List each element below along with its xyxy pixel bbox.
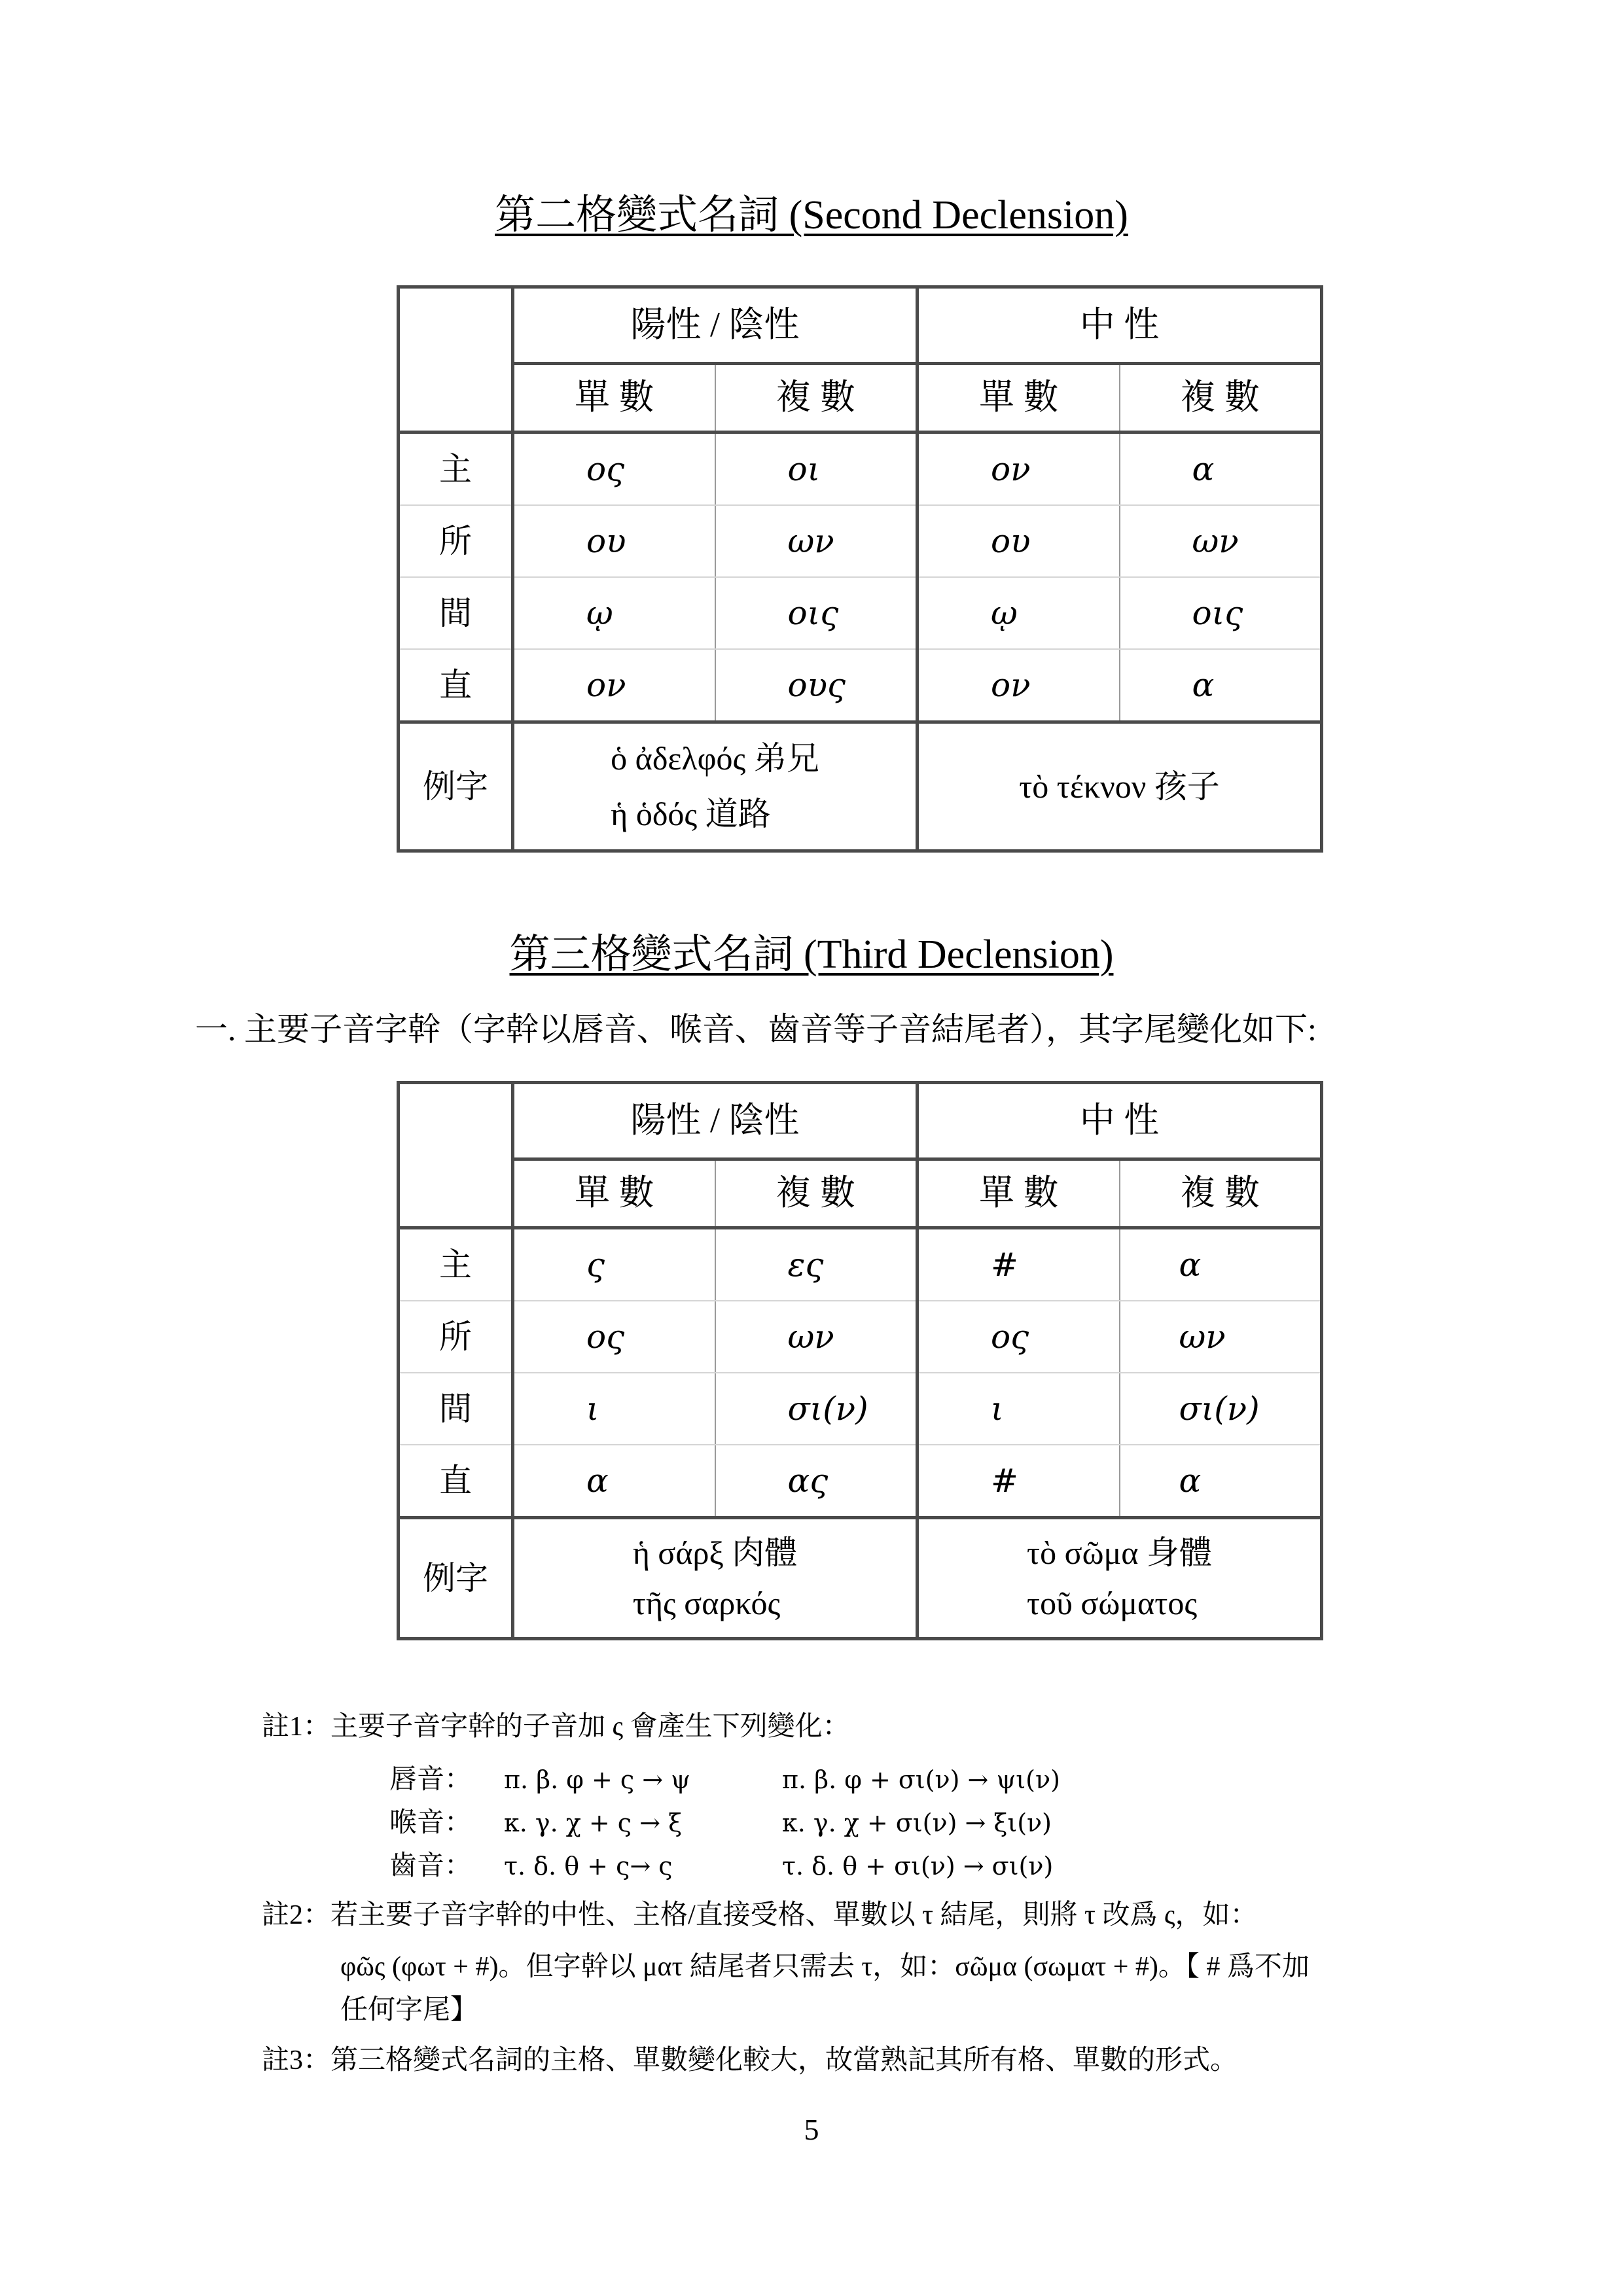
ending-cell: α <box>1120 1445 1322 1518</box>
table-row <box>399 1445 1322 1518</box>
formula-dative-plural: τ. δ. θ + σι(ν) → σι(ν) <box>782 1852 1054 1881</box>
ending-cell: ες <box>715 1228 918 1301</box>
third-declension-title: 第三格變式名詞 (Third Declension) <box>509 932 1114 977</box>
case-label: 所 <box>399 505 513 577</box>
second-declension-table <box>397 285 1323 853</box>
example-masc-fem <box>513 1518 918 1639</box>
example-word: ἡ σάρξ 肉體 <box>632 1534 798 1571</box>
header-neuter: 中 性 <box>918 287 1322 364</box>
example-row <box>399 1518 1322 1639</box>
case-label: 主 <box>399 433 513 506</box>
case-label: 所 <box>399 1301 513 1373</box>
header-singular: 單 數 <box>513 364 715 433</box>
ending-cell: ον <box>513 649 715 722</box>
table-row <box>399 1228 1322 1301</box>
formula-sigma: κ. γ. χ + ς → ξ <box>504 1809 683 1837</box>
ending-cell: ον <box>918 433 1120 506</box>
ending-cell: α <box>1120 649 1322 722</box>
table-row <box>399 1373 1322 1445</box>
header-plural: 複 數 <box>715 364 918 433</box>
note-3: 註3：第三格變式名詞的主格、單數變化較大，故當熟記其所有格、單數的形式。 <box>262 2045 1238 2075</box>
example-masc-fem <box>513 722 918 851</box>
ending-cell: ων <box>1120 505 1322 577</box>
ending-cell: ος <box>918 1301 1120 1373</box>
example-label: 例字 <box>399 722 513 851</box>
note-2-line-2: φῶς (φωτ + #)。但字幹以 ματ 結尾者只需去 τ，如：σῶμα (σωματ + #)。【 # 爲不加 <box>340 1952 1310 1982</box>
ending-cell: ς <box>513 1228 715 1301</box>
page-number: 5 <box>804 2113 819 2146</box>
ending-cell: # <box>918 1445 1120 1518</box>
ending-cell: ων <box>715 1301 918 1373</box>
table-row <box>399 433 1322 506</box>
sound-label: 齒音： <box>389 1851 473 1881</box>
example-row <box>399 722 1322 851</box>
ending-cell: οις <box>715 577 918 649</box>
ending-cell: ου <box>513 505 715 577</box>
table-row <box>399 577 1322 649</box>
case-label: 直 <box>399 1445 513 1518</box>
case-label: 主 <box>399 1228 513 1301</box>
ending-cell: ου <box>918 505 1120 577</box>
ending-cell: ος <box>513 433 715 506</box>
ending-cell: σι(ν) <box>715 1373 918 1445</box>
header-plural: 複 數 <box>715 1159 918 1228</box>
table-row <box>399 505 1322 577</box>
ending-cell: οις <box>1120 577 1322 649</box>
example-label: 例字 <box>399 1518 513 1639</box>
case-label: 間 <box>399 577 513 649</box>
third-declension-table <box>397 1081 1323 1640</box>
case-label: 直 <box>399 649 513 722</box>
formula-sigma: τ. δ. θ + ς→ ς <box>504 1852 673 1881</box>
ending-cell: ῳ <box>918 577 1120 649</box>
note-1: 註1：主要子音字幹的子音加 ς 會產生下列變化： <box>262 1712 850 1742</box>
header-masc-fem: 陽性 / 陰性 <box>513 1083 918 1159</box>
ending-cell: ους <box>715 649 918 722</box>
case-label: 間 <box>399 1373 513 1445</box>
second-declension-title: 第二格變式名詞 (Second Declension) <box>495 193 1128 238</box>
ending-cell: α <box>1120 1228 1322 1301</box>
example-neuter <box>918 722 1322 851</box>
header-singular: 單 數 <box>918 364 1120 433</box>
ending-cell: σι(ν) <box>1120 1373 1322 1445</box>
note-1-dental <box>389 1844 1053 1883</box>
table-row <box>399 1301 1322 1373</box>
note-2: 註2：若主要子音字幹的中性、主格/直接受格、單數以 τ 結尾，則將 τ 改爲 ς，如： <box>262 1900 1258 1930</box>
ending-cell: ος <box>513 1301 715 1373</box>
ending-cell: # <box>918 1228 1120 1301</box>
ending-cell: ον <box>918 649 1120 722</box>
ending-cell: ας <box>715 1445 918 1518</box>
ending-cell: οι <box>715 433 918 506</box>
ending-cell: ων <box>1120 1301 1322 1373</box>
ending-cell: ων <box>715 505 918 577</box>
table-row <box>399 649 1322 722</box>
example-neuter <box>918 1518 1322 1639</box>
formula-dative-plural: κ. γ. χ + σι(ν) → ξι(ν) <box>782 1809 1052 1837</box>
ending-cell: ι <box>513 1373 715 1445</box>
header-plural: 複 數 <box>1120 1159 1322 1228</box>
corner-cell <box>399 1083 513 1228</box>
ending-cell: α <box>513 1445 715 1518</box>
header-neuter: 中 性 <box>918 1083 1322 1159</box>
example-word: τὸ τέκνον 孩子 <box>1019 768 1220 805</box>
example-word: ἡ ὁδός 道路 <box>611 796 771 832</box>
header-plural: 複 數 <box>1120 364 1322 433</box>
ending-cell: α <box>1120 433 1322 506</box>
formula-sigma: π. β. φ + ς → ψ <box>504 1765 690 1794</box>
header-singular: 單 數 <box>513 1159 715 1228</box>
example-word: τοῦ σώματος <box>1027 1585 1198 1621</box>
corner-cell <box>399 287 513 433</box>
note-1-labial <box>389 1757 1060 1797</box>
example-word: τῆς σαρκός <box>632 1585 781 1621</box>
third-declension-intro: 一. 主要子音字幹（字幹以唇音、喉音、齒音等子音結尾者），其字尾變化如下: <box>195 1011 1317 1048</box>
ending-cell: ι <box>918 1373 1120 1445</box>
sound-label: 喉音： <box>389 1808 473 1838</box>
example-word: τὸ σῶμα 身體 <box>1027 1534 1212 1571</box>
ending-cell: ῳ <box>513 577 715 649</box>
example-word: ὁ ἀδελφός 弟兄 <box>611 740 819 777</box>
header-singular: 單 數 <box>918 1159 1120 1228</box>
header-masc-fem: 陽性 / 陰性 <box>513 287 918 364</box>
note-1-guttural <box>389 1801 1052 1840</box>
note-2-line-3: 任何字尾】 <box>340 1995 478 2025</box>
sound-label: 唇音： <box>389 1765 473 1795</box>
formula-dative-plural: π. β. φ + σι(ν) → ψι(ν) <box>782 1765 1060 1794</box>
